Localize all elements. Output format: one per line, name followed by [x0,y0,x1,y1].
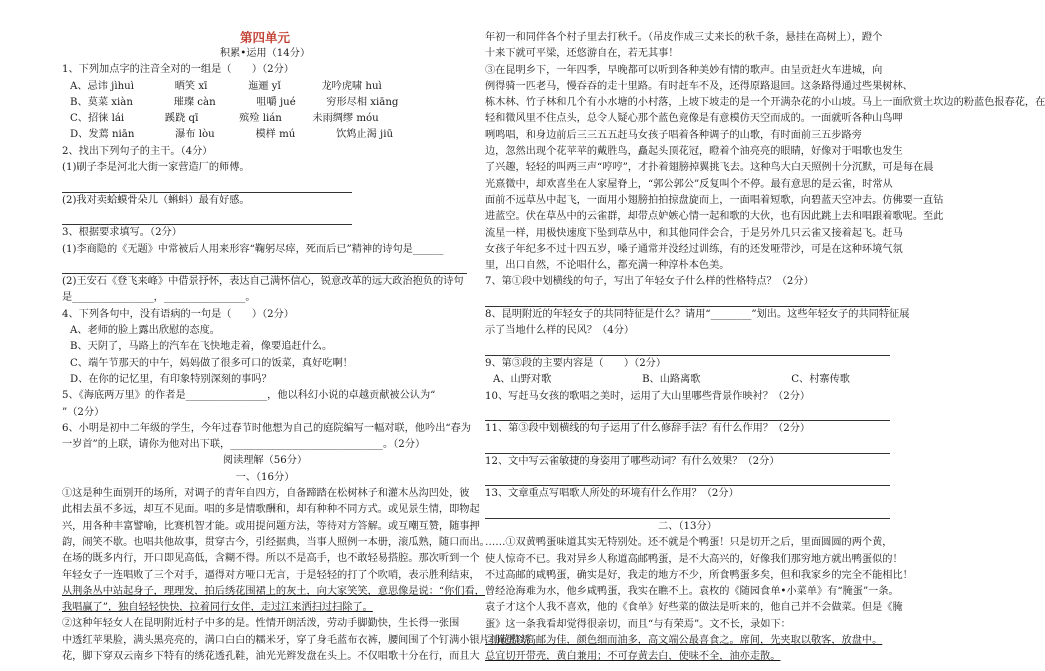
passage-line: ②这种年轻女人在昆明附近村子中多的是。性情开朗活泼，劳动手脚勤快，生长得一张围 [62,618,460,630]
passage-line: 韵，闹笑不歇。也唱共他故事，贯穿古今，引经据典，当事人照例一本册，滚瓜熟，随口而出。 [62,536,490,548]
passage-line: 在场的既多内行，开口即见高低，含糊不得。所以不是高手，也不敢轻易搭腔。那次听到一个 [62,553,480,565]
question-12: 12、文中写云雀敏捷的身姿用了哪些动词？有什么效果？（2分） [485,455,780,467]
question-4-option-d: D、在你的记忆里，有印象特别深刻的事吗？ [70,373,272,385]
passage-line: 栋木林、竹子林和几个有小水塘的小村落，上坡下坡走的是一个开满杂花的小山坡。马上一面欣赏土坎边的粉蓝色报春花，在 [485,97,1045,109]
passage-paragraph-1 [62,486,490,616]
passage-line: 十来下就可平梁，还悠游自在，若无其事！ [485,48,679,60]
passage-line: 轻和微风里不住点头，总令人疑心那个蓝色竟像是有意模仿天空而成的。一面就听各种山鸟呷 [485,113,903,125]
passage-line: 曾经沧海难为水，他乡咸鸭蛋，我实在瞧不上。袁枚的《随园食单•小菜单》有“腌蛋”一条。 [485,586,899,598]
passage-line: 蛋》这一条我看却觉得很亲切，而且“与有荣焉”。文不长，录如下： [485,618,791,630]
question-8-line-1: 8、昆明附近的年轻女子的共同特征是什么？请用“________”划出。这些年轻女子的共同特征展 [485,309,910,321]
question-9-option-c: C、村寨传歌 [791,374,850,386]
question-3-stem: 3、根据要求填写。（2分） [62,227,182,239]
answer-blank[interactable] [62,209,352,225]
question-2-sentence-2: (2)我对卖蛤蟆骨朵儿（蝌蚪）最有好感。 [62,194,250,206]
passage-line: 袁子才这个人我不喜欢，他的《食单》好些菜的做法是听来的，他自己并不会做菜。但是《腌 [485,602,903,614]
question-11: 11、第③段中划横线的句子运用了什么修辞手法？有什么作用？（2分） [485,423,811,435]
question-1-option-c: C、招徕 lái 蹊跷 qī 殡殓 lián 未雨绸缪 móu [70,113,379,125]
passage-line: 咧鸣唱，和身边前后三三五五赶马女孩子唱着各种调子的山歌，有时面前三五步路旁 [485,129,862,141]
answer-blank[interactable] [485,437,890,453]
answer-blank[interactable] [62,176,352,192]
question-5-line-1: 5、《海底两万里》的作者是________________，他以科幻小说的卓越贡献被公认为“ [62,390,436,402]
question-1-stem: 1、下列加点字的注音全对的一组是（ ）（2分） [62,64,294,76]
passage-line: 使人惊奇不已。我对异乡人称道高邮鸭蛋，是不大高兴的，好像我们那穷地方就出鸭蛋似的！ [485,553,903,565]
question-1-option-d: D、发蔫 niān 瀑布 lòu 模样 mú 饮鸩止渴 jiū [70,129,394,141]
question-9-options [485,372,890,388]
reading-heading: 阅读理解（56分） [222,455,308,467]
answer-blank[interactable] [485,291,890,307]
question-3-item-1: (1)李商隐的《无题》中常被后人用来形容“鞠躬尽瘁，死而后已”精神的诗句是______ [62,243,444,255]
passage-line: 花，脚下穿双云南乡下特有的绣花透孔鞋，油光光辫发盘在头上。不仅唱歌十分在行，而且大 [62,650,480,662]
question-6-line-1: 6、小明是初中二年级的学生，今年过春节时他想为自己的庭院编写一幅对联，他吟出“春为 [62,422,471,434]
question-13: 13、文章重点写唱歌人所处的环境有什么作用？（2分） [485,488,739,500]
question-6-line-2: 一岁首”的上联，请你为他对出下联，______________________________。（2分） [62,439,426,451]
passage-2-paragraph-1 [485,535,913,633]
part-2-heading: 二、（13分） [658,520,717,532]
answer-blank[interactable] [485,405,890,421]
passage-paragraph-2 [62,616,531,665]
right-column [485,30,1045,666]
answer-blank[interactable] [485,470,890,486]
passage-line: 了兴趣，轻轻的叫两三声“哼哼”，才扑着翅膀掉翼挑飞去。这种鸟大白天照例十分沉默，可是每在晨 [485,162,934,174]
passage-line: 年轻女子一连唱败了三个对手，逼得对方哑口无言，于是轻轻的打了个吹哨，表示胜利结束， [62,569,480,581]
passage-paragraph-3 [485,63,1045,275]
answer-blank[interactable] [485,340,890,356]
part-1-heading: 一、（16分） [235,471,295,483]
question-2-sentence-1: (1)刷子李是河北大街一家营造厂的师傅。 [62,162,250,174]
passage-line: 年初一和同伴各个村子里去打秋千。（吊皮作成三丈来长的秋千条，悬挂在高树上），蹬个 [485,32,883,43]
question-9-option-b: B、山路离歌 [642,374,701,386]
underlined-passage-line: 我唱赢了”，独自轻轻快快，拉着同行女伴，走过江来洒扫过扫除了。 [62,602,373,614]
answer-blank[interactable] [485,503,890,519]
question-9-option-a: A、山野对歌 [493,374,552,386]
question-4-option-c: C、端午节那天的中午，妈妈做了很多可口的饭菜，真好吃啊！ [70,357,353,369]
passage-line: 女孩子年纪多不过十四五岁，嗓子通常并没经过训练，有的还发哑带沙，可是在这种环境气氛 [485,243,903,255]
passage-line: 例得骑一匹老马，慢吞吞的走十里路。有时赶车不及，还得原路退回。这条路得通过些果树林、 [485,80,913,92]
question-1-option-b: B、莫菜 xiàn 璀璨 càn 咀嚼 jué 穷形尽相 xiāng [70,96,399,108]
passage-line: 边，忽然出现个花苹苹的戴胜鸟，矗起头顶花冠，瞪着个油亮亮的眼睛，好像对于唱歌也发生 [485,146,903,158]
question-5-line-2: ”（2分） [62,406,105,418]
question-10: 10、写赶马女孩的歌唱之美时，运用了大山里哪些背景作映衬？（2分） [485,390,811,402]
passage-line: 此相去虽不多远，却互不见面。唱的多是情歌酬和，却有种种不同方式。或见景生情，即物起 [62,504,480,516]
passage-line: 里，出口自然，不论唱什么，都充满一种淳朴本色美。 [485,260,730,272]
question-8-line-2: 示了当地什么样的民风？（4分） [485,325,635,337]
passage-2-paragraph-2 [485,633,890,666]
passage-line: 不过高邮的咸鸭蛋，确实是好，我走的地方不少，所食鸭蛋多矣，但和我家乡的完全不能相比！ [485,569,913,581]
passage-line: ①这是种生面别开的场所，对调子的青年自四方，自备蹄踏在松树林子和灌木丛沟凹处，彼 [62,488,470,500]
passage-line: 进蓝空。伏在草丛中的云雀群，却带点妒嫉心情一起和歌的大伙，也有因此跳上去和唱跟着歌呢。至此 [485,211,944,223]
question-4-stem: 4、下列各句中，没有语病的一句是（ ）（2分） [62,308,294,320]
passage-line: ……①双黄鸭蛋味道其实无特别处。还不就是个鸭蛋！只是切开之后，里面圆圆的两个黄， [485,537,893,549]
question-3-item-2: (2)王安石《登飞来峰》中借景抒怀，表达自己满怀信心，锐意改革的远大政治抱负的诗句 [62,276,464,288]
passage-line: ③在昆明乡下，一年四季，早晚都可以听到各种美妙有情的歌声。由呈贡赶火车进城，向 [485,64,883,76]
passage-line: 兴，用各种丰富譬喻，比赛机智才能。或用提问题方法，等待对方答解。或互嘲互赞，随事押 [62,520,480,532]
passage-line: 面前不远草丛中起飞，一面用小翅膀拍拍掠盘旋而上，一面唱着短歌，向碧蓝天空冲去。仿佛要一直钻 [485,194,944,206]
question-4-option-a: A、老师的脸上露出欣慰的态度。 [70,325,220,337]
passage-line: 中透红苹果脸，满头黑亮亮的，满口白白的糯米牙，穿了身毛蓝布衣裤，腰间围了个钉满小银片扣花整绣 [62,634,531,646]
underlined-passage-line: 从荆条丛中站起身子，理理发，拍后绣花围裙上的灰土，向大家笑笑，意思像是说：“你们看， [62,585,485,597]
question-4-option-b: B、天阴了，马路上的汽车在飞快地走着，像要追赶什么。 [70,341,333,353]
unit-title: 第四单元 [239,30,290,45]
question-2-stem: 2、找出下列句子的主干。（4分） [62,145,213,157]
underlined-passage-line: ②腌蛋以高邮为佳，颜色细而油多，高文端公最喜食之。席间，先夹取以敬客，放盘中。 [485,634,883,646]
underlined-passage-line: 总宜切开带壳，黄白兼用；不可存黄去白，使味不全，油亦走散。 [485,651,781,663]
section-heading: 积累•运用（14分） [219,48,311,59]
question-9-stem: 9、第③段的主要内容是（ ）（2分） [485,357,667,369]
answer-blank[interactable] [62,258,467,274]
question-1-option-a: A、忌讳 jìhuì 晒笑 xī 迤逦 yǐ 龙吟虎啸 huì [70,80,382,92]
question-3-item-2-cont: 是________________，________________。 [62,292,256,304]
passage-line: 流星一样，用极快速度下坠到草丛中，和其他同伴会合，于是另外几只云雀又接着起飞。赶马 [485,227,903,239]
question-7: 7、第①段中划横线的句子，写出了年轻女子什么样的性格特点？（2分） [485,276,814,288]
passage-line: 光熹微中，却欢喜坐在人家屋脊上，“郭公郭公”反复叫个不停。最有意思的是云雀，时常从 [485,178,893,190]
